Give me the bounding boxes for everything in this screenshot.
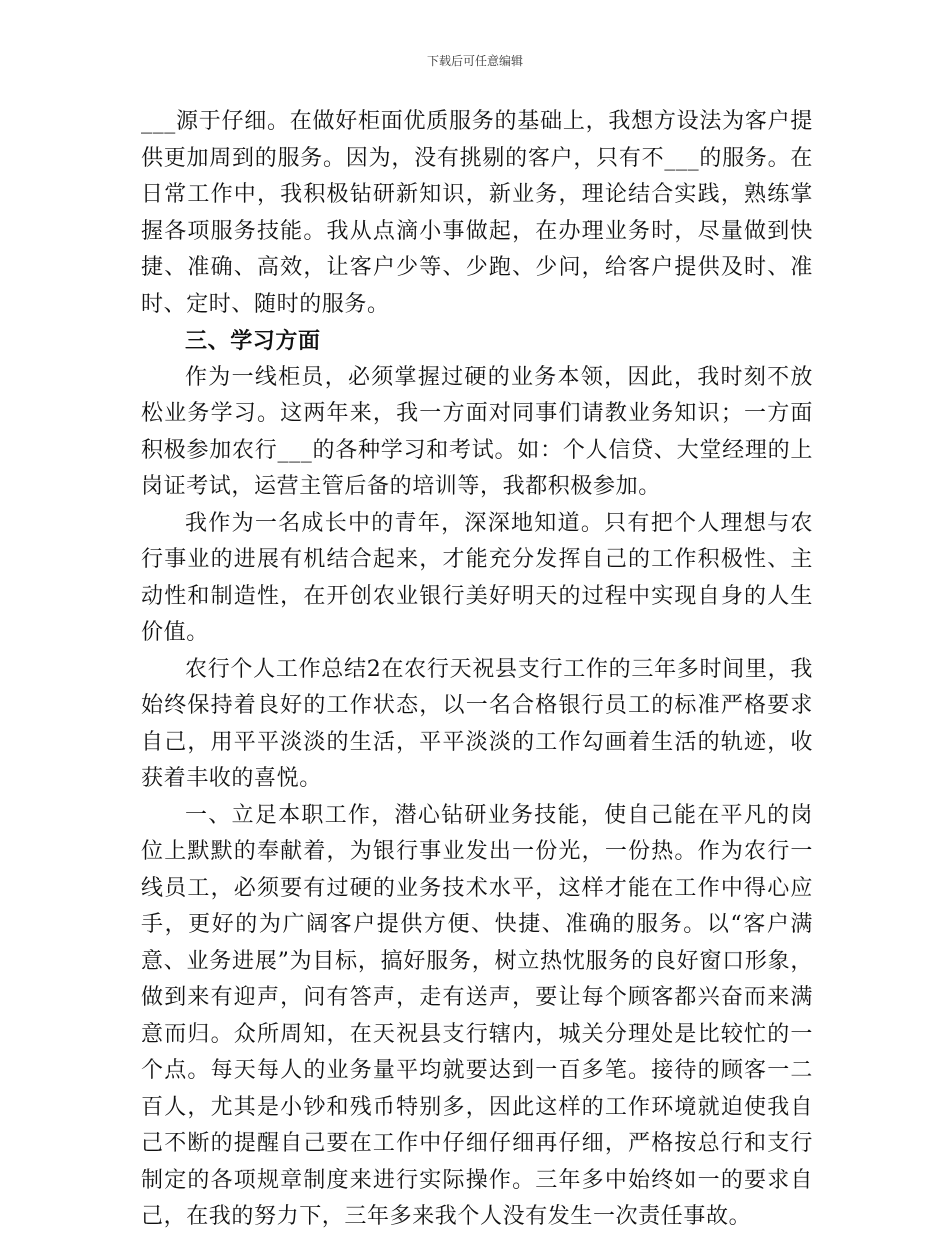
section-heading-study: 三、学习方面 [185,328,321,354]
document-body [141,104,813,1236]
paragraph-summary-2: 农行个人工作总结2在农行天祝县支行工作的三年多时间里，我始终保持着良好的工作状态，以一名合格银行员工的标准严格要求自己，用平平淡淡的生活，平平淡淡的工作勾画着生活的轨迹，收获着丰收的喜悦。 [141,656,813,791]
paragraph-continued: ___源于仔细。在做好柜面优质服务的基础上，我想方设法为客户提供更加周到的服务。因为，没有挑剔的客户，只有不___的服务。在日常工作中，我积极钻研新知识，新业务，理论结合实践，熟练掌握各项服务技能。我从点滴小事做起，在办理业务时，尽量做到快捷、准确、高效，让客户少等、少跑、少问，给客户提供及时、准时、定时、随时的服务。 [141,109,813,317]
paragraph-section-1: 一、立足本职工作，潜心钻研业务技能，使自己能在平凡的岗位上默默的奉献着，为银行事业发出一份光，一份热。作为农行一线员工，必须要有过硬的业务技术水平，这样才能在工作中得心应手，更好的为广阔客户提供方便、快捷、准确的服务。以“客户满意、业务进展”为目标，搞好服务，树立热忱服务的良好窗口形象，做到来有迎声，问有答声，走有送声，要让每个顾客都兴奋而来满意而归。众所周知，在天祝县支行辖内，城关分理处是比较忙的一个点。每天每人的业务量平均就要达到一百多笔。接待的顾客一二百人，尤其是小钞和残币特别多，因此这样的工作环境就迫使我自己不断的提醒自己要在工作中仔细仔细再仔细，严格按总行和支行制定的各项规章制度来进行实际操作。三年多中始终如一的要求自己，在我的努力下，三年多来我个人没有发生一次责任事故。 [141,802,813,1229]
paragraph-study: 作为一线柜员，必须掌握过硬的业务本领，因此，我时刻不放松业务学习。这两年来，我一方面对同事们请教业务知识；一方面积极参加农行___的各种学习和考试。如：个人信贷、大堂经理的上岗证考试，运营主管后备的培训等，我都积极参加。 [141,364,813,499]
page-header: 下载后可任意编辑 [426,54,523,68]
paragraph-youth: 我作为一名成长中的青年，深深地知道。只有把个人理想与农行事业的进展有机结合起来，才能充分发挥自己的工作积极性、主动性和制造性，在开创农业银行美好明天的过程中实现自身的人生价值。 [141,510,813,645]
